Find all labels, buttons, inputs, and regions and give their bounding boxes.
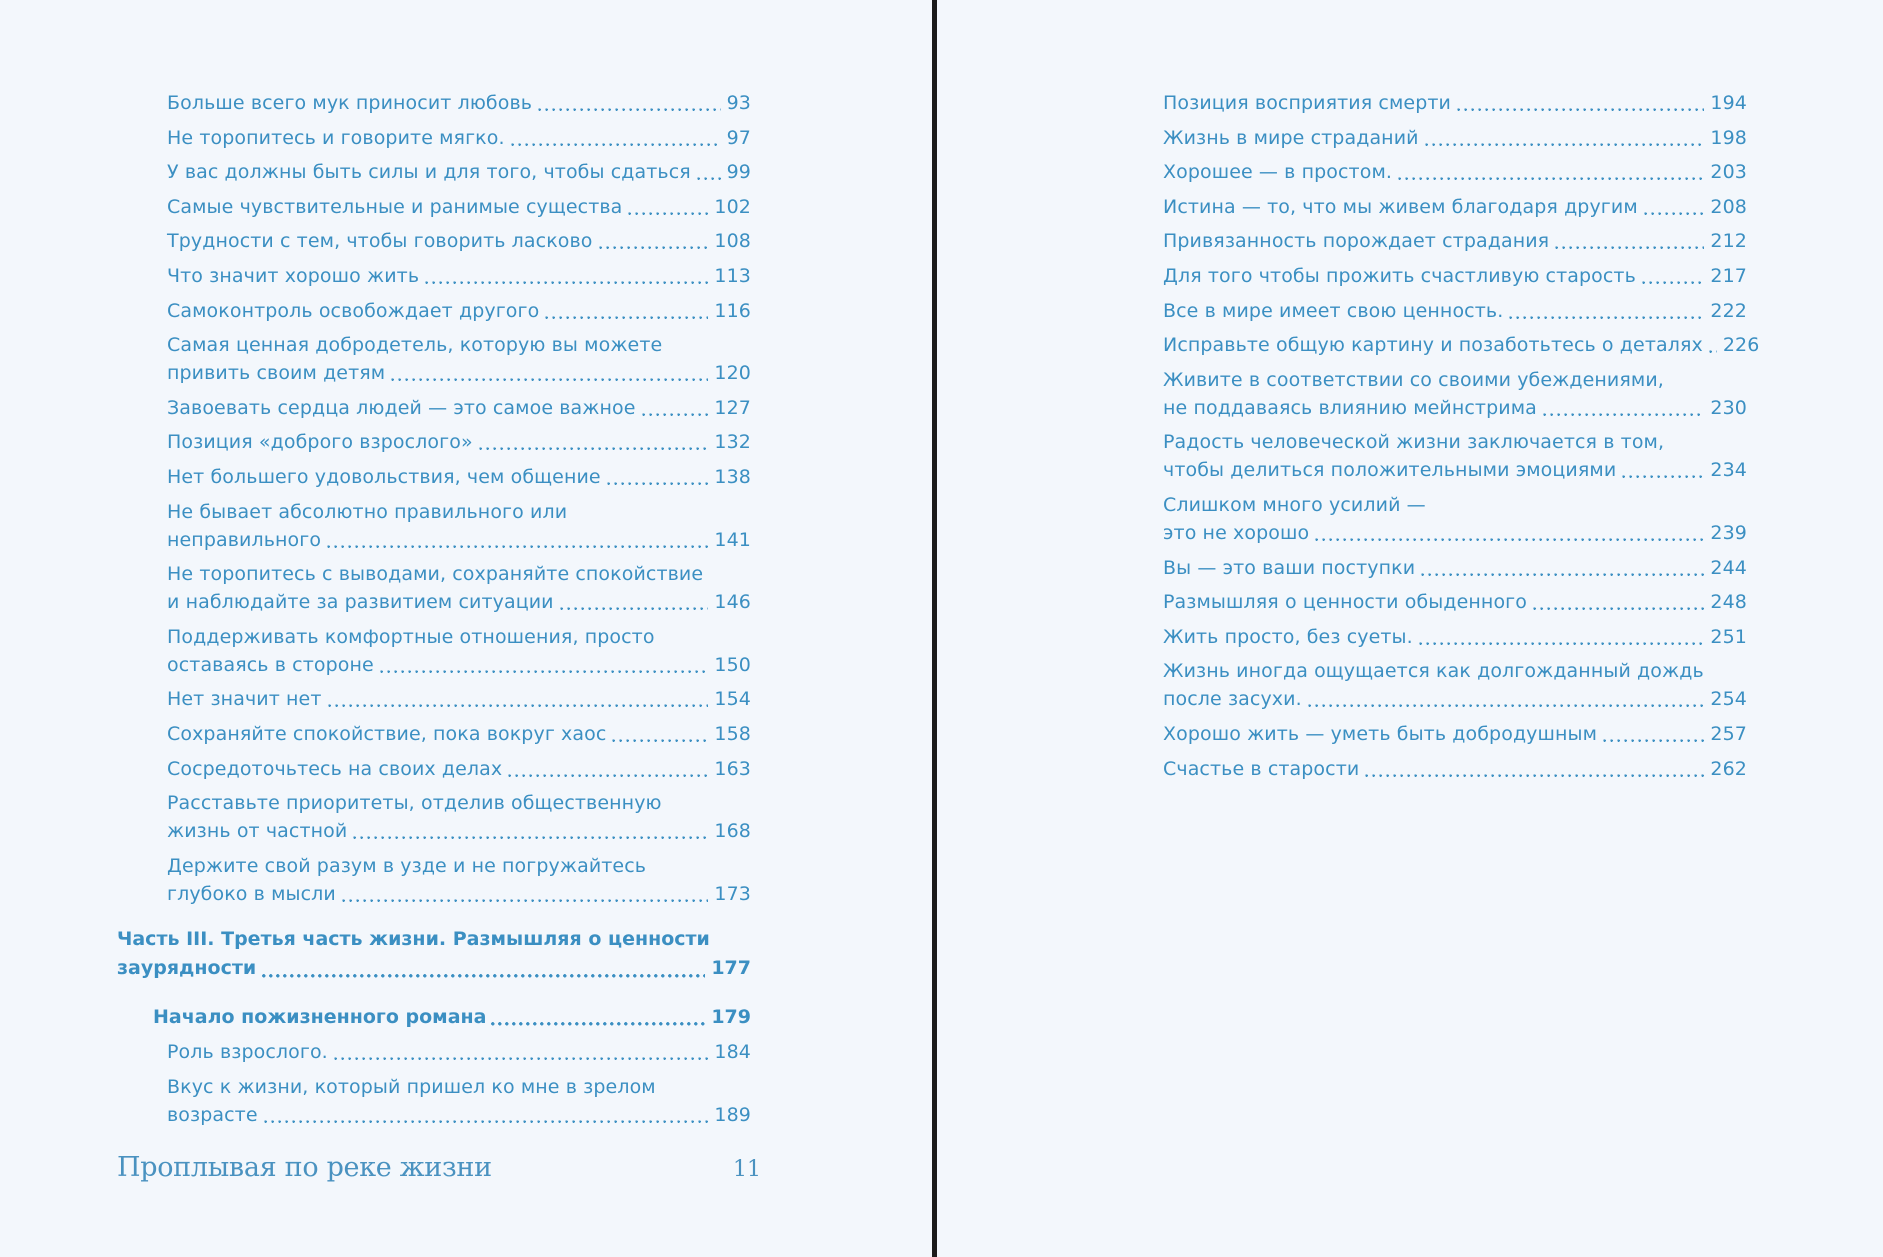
dot-leader	[328, 685, 709, 713]
toc-entry-page: 146	[714, 591, 751, 614]
toc-entry-page: 234	[1710, 459, 1747, 482]
toc-entry-page: 163	[714, 757, 751, 780]
dot-leader	[262, 954, 705, 983]
dot-leader	[1421, 554, 1704, 582]
toc-entry-title: Для того чтобы прожить счастливую старость	[1163, 264, 1636, 287]
toc-entry-page: 208	[1710, 195, 1747, 218]
toc-entry-title: жизнь от частной	[167, 820, 348, 843]
toc-entry[interactable]	[167, 1038, 751, 1066]
dot-leader	[353, 817, 708, 845]
toc-entry-title: Размышляя о ценности обыденного	[1163, 591, 1527, 614]
toc-entry[interactable]	[1163, 366, 1747, 422]
toc-entry-page: 102	[714, 195, 751, 218]
toc-entry[interactable]	[1163, 623, 1747, 651]
toc-entry[interactable]	[167, 158, 751, 186]
toc-entry-title: глубоко в мысли	[167, 882, 336, 905]
part-heading-line1: Часть III. Третья часть жизни. Размышляя о ценности	[117, 928, 710, 950]
toc-entry-title: Исправьте общую картину и позаботьтесь о деталях	[1163, 334, 1703, 357]
footer-page-number: 11	[733, 1157, 761, 1182]
toc-entry[interactable]	[167, 623, 751, 679]
toc-entry-title: Сохраняйте спокойствие, пока вокруг хаос	[167, 722, 607, 745]
dot-leader	[327, 526, 708, 554]
chapter-heading[interactable]	[153, 1003, 751, 1031]
toc-entry[interactable]	[1163, 755, 1747, 783]
toc-entry-title: Самоконтроль освобождает другого	[167, 299, 540, 322]
toc-entry[interactable]	[167, 720, 751, 748]
toc-entry[interactable]	[167, 297, 751, 325]
toc-entry-title: это не хорошо	[1163, 521, 1310, 544]
toc-entry-title-line: Поддерживать комфортные отношения, просто	[167, 625, 655, 648]
toc-entry-page: 203	[1710, 161, 1747, 184]
toc-entry[interactable]	[167, 560, 751, 616]
toc-entry-page: 93	[726, 92, 751, 114]
toc-entry-title: У вас должны быть силы и для того, чтобы сдаться	[167, 161, 691, 184]
part-heading-line2: заурядности	[117, 957, 257, 979]
toc-entry-title-line: Радость человеческой жизни заключается в том,	[1163, 431, 1665, 454]
dot-leader	[1709, 331, 1717, 359]
toc-entry[interactable]	[1163, 720, 1747, 748]
toc-entry[interactable]	[167, 685, 751, 713]
toc-entry[interactable]	[167, 89, 751, 117]
toc-entry-title: возрасте	[167, 1103, 258, 1126]
toc-entry-title: Роль взрослого.	[167, 1041, 328, 1063]
toc-entry[interactable]	[1163, 262, 1747, 290]
toc-entry-page: 120	[714, 362, 751, 385]
dot-leader	[1622, 456, 1704, 484]
dot-leader	[612, 720, 708, 748]
chapter-heading-title: Начало пожизненного романа	[153, 1006, 487, 1028]
dot-leader	[628, 193, 708, 221]
toc-entry-page: 150	[714, 653, 751, 676]
dot-leader	[380, 651, 709, 679]
right-toc-list	[1163, 89, 1760, 789]
toc-entry-page: 99	[726, 161, 751, 184]
dot-leader	[334, 1038, 709, 1066]
toc-entry[interactable]	[167, 428, 751, 456]
toc-entry-title: Нет значит нет	[167, 688, 322, 711]
toc-entry-title-line: Живите в соответствии со своими убеждениями,	[1163, 368, 1664, 391]
toc-entry[interactable]	[1163, 193, 1747, 221]
toc-entry[interactable]	[167, 755, 751, 783]
toc-entry-page: 154	[714, 688, 751, 711]
toc-entry-page: 254	[1710, 688, 1747, 711]
dot-leader	[607, 463, 709, 491]
toc-entry-title: Позиция восприятия смерти	[1163, 92, 1451, 114]
dot-leader	[342, 880, 709, 908]
toc-entry-page: 194	[1710, 92, 1747, 114]
dot-leader	[599, 227, 709, 255]
toc-entry-title: Привязанность порождает страдания	[1163, 230, 1550, 253]
dot-leader	[1365, 755, 1704, 783]
toc-entry[interactable]	[167, 463, 751, 491]
toc-entry-page: 230	[1710, 396, 1747, 419]
dot-leader	[545, 297, 708, 325]
toc-entry[interactable]	[1163, 124, 1747, 152]
toc-entry[interactable]	[1163, 297, 1747, 325]
toc-entry-title: Самые чувствительные и ранимые существа	[167, 195, 623, 218]
toc-entry-page: 226	[1722, 334, 1760, 357]
toc-entry[interactable]	[1163, 554, 1747, 582]
dot-leader	[391, 359, 708, 387]
toc-entry-title: Трудности с тем, чтобы говорить ласково	[167, 230, 593, 253]
toc-entry-title-line: Не торопитесь с выводами, сохраняйте спокойствие	[167, 563, 704, 586]
toc-entry-page: 248	[1710, 591, 1747, 614]
toc-entry-title: Жизнь в мире страданий	[1163, 126, 1419, 149]
toc-entry-title: чтобы делиться положительными эмоциями	[1163, 459, 1617, 482]
toc-entry-title-line: Расставьте приоритеты, отделив общественную	[167, 792, 662, 815]
toc-entry-page: 138	[714, 465, 751, 488]
toc-entry[interactable]	[167, 498, 751, 554]
toc-entry-page: 158	[714, 722, 751, 745]
toc-entry-title: Завоевать сердца людей — это самое важное	[167, 396, 636, 419]
toc-entry[interactable]	[167, 331, 751, 387]
dot-leader	[1308, 685, 1705, 713]
part-heading-page: 177	[711, 957, 751, 979]
dot-leader	[538, 89, 721, 117]
toc-entry[interactable]	[1163, 158, 1747, 186]
toc-entry-page: 217	[1710, 264, 1747, 287]
toc-entry-page: 222	[1710, 299, 1747, 322]
toc-entry-title: и наблюдайте за развитием ситуации	[167, 591, 554, 614]
toc-entry-title: Сосредоточьтесь на своих делах	[167, 757, 503, 780]
dot-leader	[508, 755, 708, 783]
toc-entry-page: 116	[714, 299, 751, 322]
toc-entry[interactable]	[1163, 331, 1760, 359]
dot-leader	[1457, 89, 1704, 117]
dot-leader	[264, 1101, 709, 1129]
footer-book-title: Проплывая по реке жизни	[117, 1152, 492, 1183]
toc-entry-title: Что значит хорошо жить	[167, 264, 420, 287]
toc-entry-page: 198	[1710, 126, 1747, 149]
dot-leader	[425, 262, 708, 290]
toc-entry-title: Хорошо жить — уметь быть добродушным	[1163, 722, 1598, 745]
dot-leader	[1425, 124, 1705, 152]
toc-entry[interactable]	[167, 789, 751, 845]
toc-entry-page: 132	[714, 431, 751, 454]
toc-entry-page: 173	[714, 882, 751, 905]
dot-leader	[1509, 297, 1704, 325]
toc-entry-title-line: Слишком много усилий —	[1163, 493, 1426, 516]
toc-entry-title-line: Вкус к жизни, который пришел ко мне в зрелом	[167, 1075, 656, 1098]
toc-entry-page: 239	[1710, 521, 1747, 544]
toc-entry[interactable]	[1163, 491, 1747, 547]
toc-entry-title: Вы — это ваши поступки	[1163, 556, 1416, 579]
toc-entry-title: Жить просто, без суеты.	[1163, 625, 1413, 648]
toc-entry[interactable]	[1163, 89, 1747, 117]
toc-entry[interactable]	[167, 193, 751, 221]
toc-entry-title: Все в мире имеет свою ценность.	[1163, 299, 1504, 322]
toc-entry-title: Больше всего мук приносит любовь	[167, 92, 533, 114]
toc-entry-title-line: Жизнь иногда ощущается как долгожданный дождь	[1163, 660, 1704, 683]
dot-leader	[697, 158, 721, 186]
toc-entry[interactable]	[167, 227, 751, 255]
toc-entry-title: Не торопитесь и говорите мягко.	[167, 126, 505, 149]
toc-entry[interactable]	[167, 852, 751, 908]
dot-leader	[1603, 720, 1704, 748]
toc-entry-page: 257	[1710, 722, 1747, 745]
toc-entry-page: 141	[714, 528, 751, 551]
toc-entry-title: Позиция «доброго взрослого»	[167, 431, 473, 454]
dot-leader	[1642, 262, 1705, 290]
toc-entry-page: 244	[1710, 556, 1747, 579]
toc-entry[interactable]	[167, 124, 751, 152]
dot-leader	[491, 1003, 706, 1031]
dot-leader	[1419, 623, 1705, 651]
toc-entry[interactable]	[1163, 428, 1747, 484]
toc-entry-title: не поддаваясь влиянию мейнстрима	[1163, 396, 1537, 419]
toc-entry-title-line: Держите свой разум в узде и не погружайтесь	[167, 854, 647, 877]
dot-leader	[1644, 193, 1705, 221]
dot-leader	[1315, 519, 1704, 547]
toc-entry-title-line: Не бывает абсолютно правильного или	[167, 500, 568, 523]
dot-leader	[511, 124, 721, 152]
chapter-heading-page: 179	[711, 1006, 751, 1028]
toc-entry-title: после засухи.	[1163, 688, 1302, 711]
toc-entry-page: 113	[714, 264, 751, 287]
dot-leader	[1398, 158, 1704, 186]
left-toc-list-after	[167, 1038, 751, 1135]
toc-entry[interactable]	[167, 262, 751, 290]
dot-leader	[479, 428, 709, 456]
toc-entry-page: 212	[1710, 230, 1747, 253]
toc-entry-title: оставаясь в стороне	[167, 653, 374, 676]
toc-entry-page: 251	[1710, 625, 1747, 648]
part-heading[interactable]	[117, 925, 751, 983]
dot-leader	[1543, 394, 1705, 422]
toc-entry-title-line: Самая ценная добродетель, которую вы можете	[167, 334, 663, 357]
toc-entry-page: 168	[714, 820, 751, 843]
toc-entry-page: 184	[714, 1041, 751, 1063]
toc-entry[interactable]	[167, 394, 751, 422]
toc-entry-page: 97	[726, 126, 751, 149]
dot-leader	[1555, 227, 1704, 255]
toc-entry-title: привить своим детям	[167, 362, 386, 385]
dot-leader	[560, 588, 709, 616]
toc-entry-title: Нет большего удовольствия, чем общение	[167, 465, 601, 488]
toc-entry-title: Счастье в старости	[1163, 757, 1360, 780]
toc-entry[interactable]	[1163, 227, 1747, 255]
toc-entry-title: неправильного	[167, 528, 322, 551]
toc-entry[interactable]	[1163, 657, 1747, 713]
toc-entry-page: 108	[714, 230, 751, 253]
toc-entry-page: 262	[1710, 757, 1747, 780]
left-toc-list	[167, 89, 751, 914]
toc-entry-page: 189	[714, 1103, 751, 1126]
toc-entry-title: Хорошее — в простом.	[1163, 161, 1393, 184]
toc-entry[interactable]	[167, 1073, 751, 1129]
toc-entry[interactable]	[1163, 588, 1747, 616]
toc-entry-page: 127	[714, 396, 751, 419]
dot-leader	[642, 394, 709, 422]
dot-leader	[1533, 588, 1704, 616]
toc-entry-title: Истина — то, что мы живем благодаря другим	[1163, 195, 1638, 218]
